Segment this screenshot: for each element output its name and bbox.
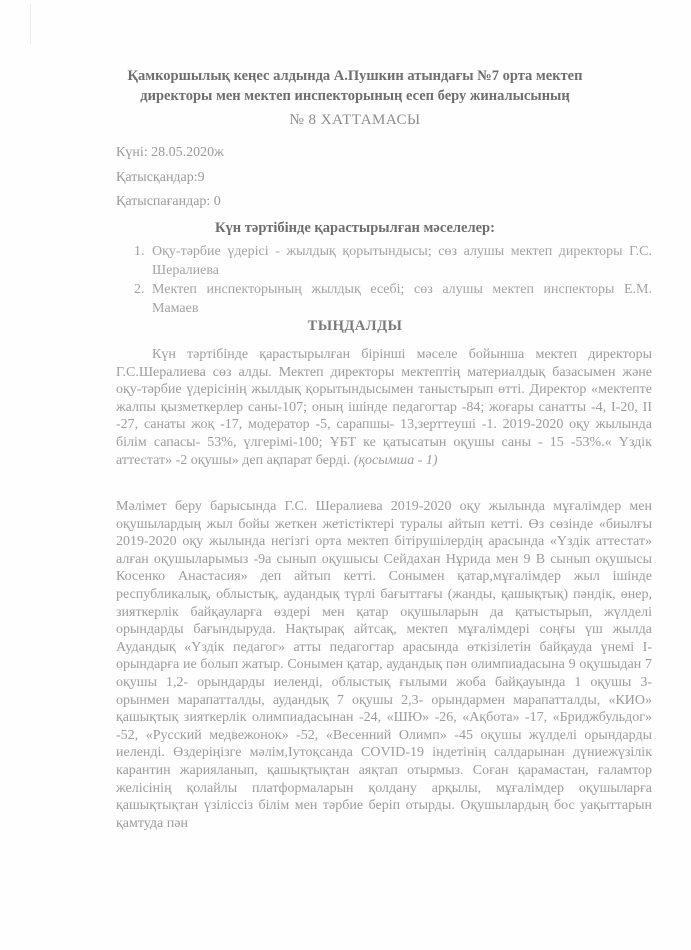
meeting-date: Күні: 28.05.2020ж [116,145,224,160]
agenda-item [116,242,652,280]
agenda-item-text: Мектеп инспекторының жылдық есебі; сөз алушы мектеп инспекторы Е.М. Мамаев [152,282,652,316]
document-title-line-1: Қамкоршылық кеңес алдында А.Пушкин атындағы №7 орта мектеп [127,68,583,84]
agenda-list [116,242,652,318]
heard-heading: ТЫҢДАЛДЫ [307,318,403,334]
agenda-heading: Күн тәртібінде қарастырылған мәселелер: [215,220,495,236]
absent-count: Қатыспағандар: 0 [116,194,221,209]
protocol-number: № 8 ХАТТАМАСЫ [289,112,421,128]
appendix-note: (қосымша - 1) [353,452,438,468]
agenda-item [116,280,652,318]
document-title-line-2: директоры мен мектеп инспекторының есеп беру жиналысының [140,88,570,104]
scan-artifact [30,4,31,44]
paragraph-director-report [116,346,652,469]
agenda-item-number: 1. [134,244,145,259]
paragraph-text: Күн тәртібінде қарастырылған бірінші мәселе бойынша мектеп директоры Г.С.Шералиева сөз алды. Мектеп директоры мектептің материалдық базасымен және оқу-тәрбие үдерісінің жылдық қорытындысымен таныстырып өтті. Директор «мектепте жалпы қызметкерлер саны-107; оның ішінде педагогтар -84; жоғары санатты -4, I-20, II -27, санаты жоқ -17, модератор -5, сарапшы- 13,зерттеуші -1. 2019-2020 оқу жылында білім сапасы- 53%, үлгерімі-100; ҰБТ ке қатысатын оқушы саны - 15 -53%.« Үздік аттестат» -2 оқушы» деп ақпарат берді. [116,347,652,468]
attended-count: Қатысқандар:9 [116,170,205,185]
agenda-item-text: Оқу-тәрбие үдерісі - жылдық қорытындысы; сөз алушы мектеп директоры Г.С. Шералиева [152,244,652,278]
agenda-item-number: 2. [134,282,145,297]
paragraph-achievements: Мәлімет беру барысында Г.С. Шералиева 2019-2020 оқу жылында мұғалімдер мен оқушылардың жыл бойы жеткен жетістіктері туралы айтып кетті. Өз сөзінде «биылғы 2019-2020 оқу жылында негізгі орта мектеп бітірушілердің арасында «Үздік аттестат» алған оқушыларымыз -9а сынып оқушысы Сейдахан Нұрида мен 9 В сынып оқушысы Косенко Анастасия» деп айтып кетті. Сонымен қатар,мұғалімдер жыл ішінде республикалық, облыстық, аудандық түрлі бағыттағы (жанды, қашықтық) пәндік, өнер, зияткерлік байқауларға өздері мен қатар оқушыларын да қатыстырып, жүлделі орындарды бағындыруда. Нақтырақ айтсақ, мектеп мұғалімдері соңғы үш жылда Аудандық «Үздік педагог» атты педагогтар арасында өткізілетін байқауда үнемі I-орындарға ие болып жатыр. Сонымен қатар, аудандық пән олимпиадасына 9 оқушыдан 7 оқушы 1,2- орындарды иеленді, облыстық ғылыми жоба байқауында 1 оқушы 3- орынмен марапатталды, аудандық 7 оқушы 2,3- орындармен марапатталды, «КИО» қашықтық зияткерлік олимпиадасынан -24, «ШЮ» -26, «Ақбота» -17, «Бриджбульдог» -52, «Русский медвежонок» -52, «Весенний Олимп» -45 оқушы жүлделі орындарды иеленді. Өздеріңізге мәлім,Іутоқсанда COVID-19 індетінің салдарынан дүниежүзілік карантин жарияланып, қашықтықтан аяқтап отырмыз. Соған қарамастан, ғаламтор желісінің қолайлы платформаларын қолдану арқылы, мұғалімдер оқушыларға қашықтықтан үзіліссіз білім мен тәрбие беріп отырды. Оқушылардың бос уақыттарын қамтуда пән [116,499,652,831]
